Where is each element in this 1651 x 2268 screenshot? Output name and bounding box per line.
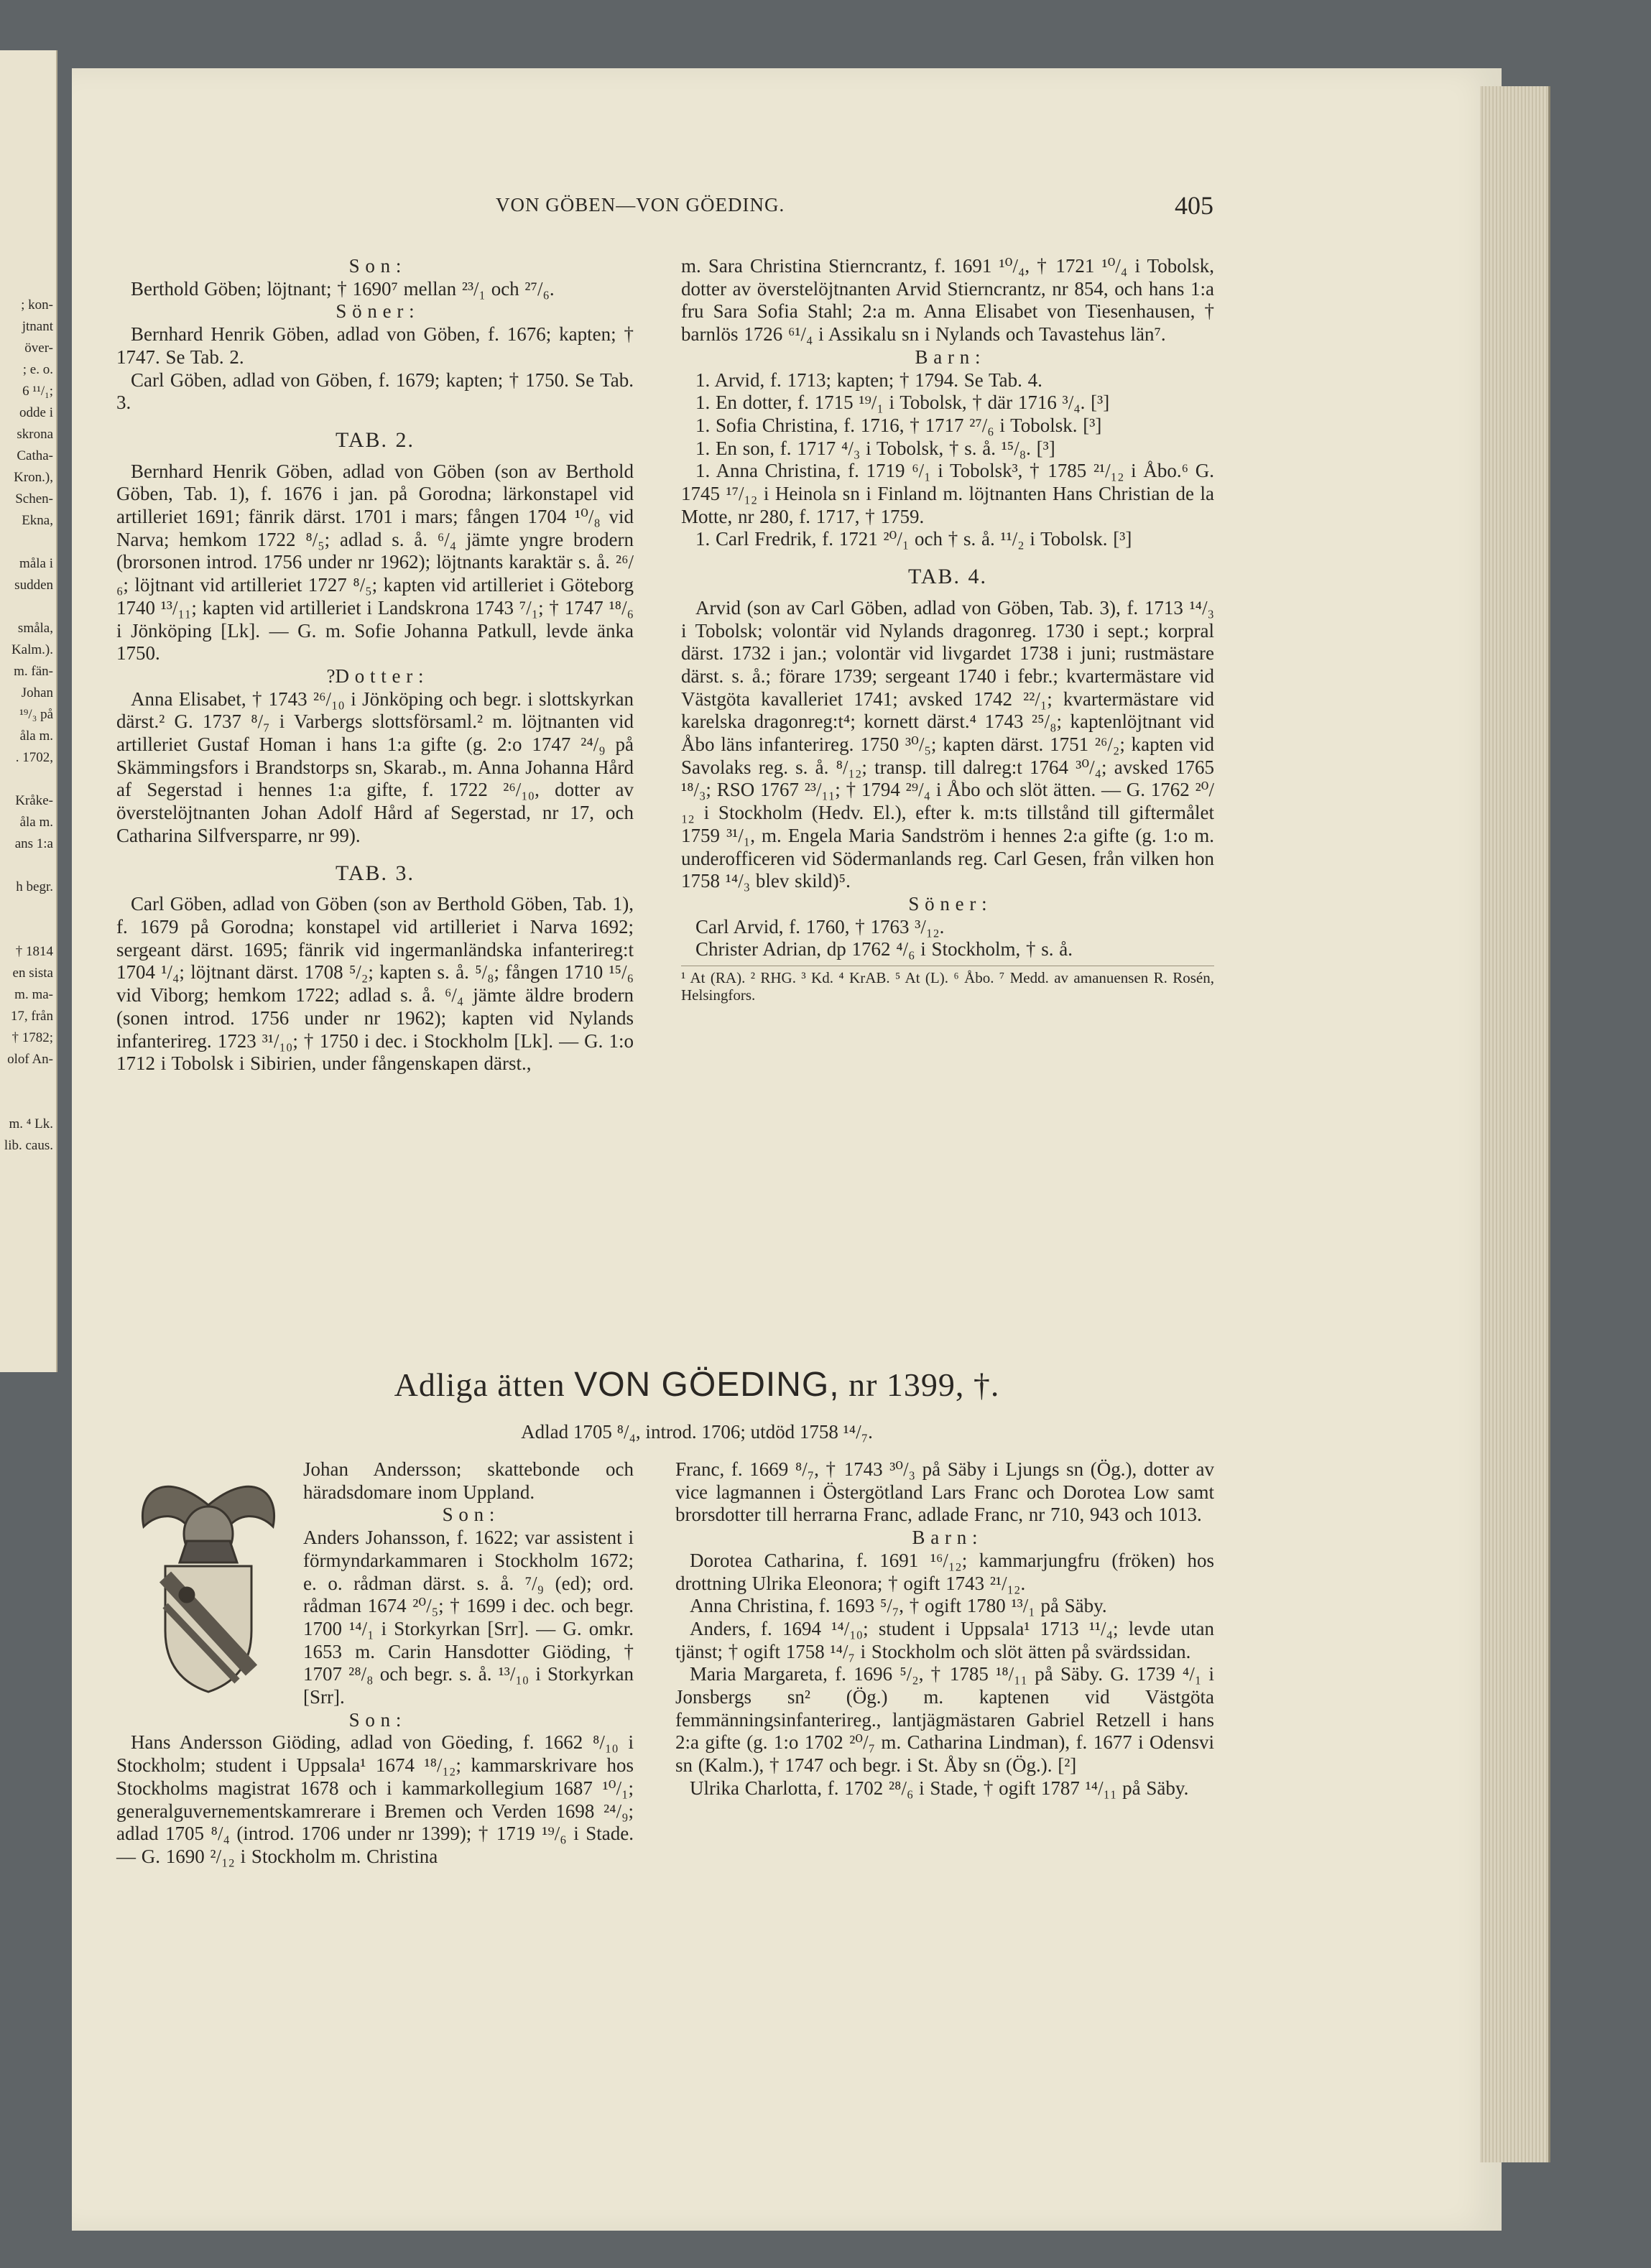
edge-text-line: ans 1:a [14,836,53,851]
footnotes: ¹ At (RA). ² RHG. ³ Kd. ⁴ KrAB. ⁵ At (L). ⁶ Åbo. ⁷ Medd. av amanuensen R. Rosén, Helsingfors. [681,966,1214,1004]
family-subtitle: Adlad 1705 ⁸/₄, introd. 1706; utdöd 1758 ¹⁴/₇. [521,1421,873,1443]
edge-text-line: småla, [17,621,53,636]
edge-text-line: † 1782; [11,1030,53,1045]
page-number: 405 [1175,191,1213,220]
paragraph: Bernhard Henrik Göben, adlad von Göben, f. 1676; kapten; † 1747. Se Tab. 2. [116,323,634,368]
edge-text-line: sudden [14,578,53,593]
paragraph: Berthold Göben; löjtnant; † 1690⁷ mellan ²³/₁ och ²⁷/₆. [131,277,555,300]
list-item: Ulrika Charlotta, f. 1702 ²⁸/₆ i Stade, † ogift 1787 ¹⁴/₁₁ på Säby. [690,1777,1189,1799]
list-item: 1. Anna Christina, f. 1719 ⁶/₁ i Tobolsk³, † 1785 ²¹/₁₂ i Åbo.⁶ G. 1745 ¹⁷/₁₂ i Heinola sn i Finland m. löjtnanten Hans Christian de la Motte, nr 280, f. 1717, † 1759. [681,460,1214,527]
list-item: Carl Arvid, f. 1760, † 1763 ³/₁₂. [695,915,945,938]
column-2 [681,255,1214,1004]
edge-text-line: skrona [17,427,53,442]
list-item: Christer Adrian, dp 1762 ⁴/₆ i Stockholm, † s. å. [695,938,1073,961]
edge-text-line [0,920,56,941]
edge-text-line: måla i [19,556,53,571]
edge-text-line: odde i [19,405,53,420]
edge-text-line [0,1070,56,1092]
paragraph: Bernhard Henrik Göben, adlad von Göben (son av Berthold Göben, Tab. 1), f. 1676 i jan. på Gorodna; lärkonstapel vid artilleriet 1691; fänrik därst. 1701 i mars; fången 1704 ¹⁰/₈ vid Narva; hemkom 1722 ⁸/₅; adlad s. å. ⁶/₄ jämte yngre brodern (brorsonen introd. 1756 under nr 1962); löjtnants karaktär s. å. ²⁶/₆; löjtnant vid artilleriet 1727 ⁸/₅; kapten vid artilleriet i Göteborg 1740 ¹³/₁₁; kapten vid artilleriet i Landskrona 1743 ⁷/₁; † 1747 ¹⁸/₆ i Jönköping [Lk]. — G. m. Sofie Johanna Patkull, levde änka 1750. [116,460,634,665]
edge-text-line [0,596,56,618]
edge-text-line: 6 ¹¹/₁; [22,384,53,399]
column-3 [116,1458,634,1869]
heading-son: S o n : [348,255,402,277]
paragraph: Anna Elisabet, † 1743 ²⁶/₁₀ i Jönköping och begr. i slottskyrkan därst.² G. 1737 ⁸/₇ i Varbergs slottsförsaml.² m. löjtnanten vid artilleriet Gustaf Homan i hans 1:a gifte (g. 2:o 1747 ²⁴/₉ på Skämmingsfors i Brandstorps sn, Skarab., m. Anna Johanna Hård af Segerstad i hennes 1:a gifte, f. 1722 ²⁶/₁₀, dotter av överstelöjtnanten Johan Adolf Hård af Segerstad, nr 17, och Catharina Silfversparre, nr 99). [116,688,634,846]
paragraph: Hans Andersson Giöding, adlad von Göeding, f. 1662 ⁸/₁₀ i Stockholm; student i Uppsala¹ 1674 ¹⁸/₁₂; kammarskrivare hos Stockholms magistrat 1678 och i kammarkollegium 1687 ¹⁰/₁; generalguvernementskamrerare i Bremen och Verden 1698 ²⁴/₉; adlad 1705 ⁸/₄ (introd. 1706 under nr 1399); † 1719 ¹⁹/₆ i Stade. — G. 1690 ²/₁₂ i Stockholm m. Christina [116,1731,634,1867]
paragraph: Arvid (son av Carl Göben, adlad von Göben, Tab. 3), f. 1713 ¹⁴/₃ i Tobolsk; volontär vid Nylands dragonreg. 1730 i sept.; korpral därst. 1732 i jan.; volontär vid livgardet 1738 i juni; rustmästare därst. s. å.; förare 1739; sergeant 1740 i febr.; kvartermästare vid Västgöta kavalleriet 1741; avsked 1742 ²²/₁; kvartermästare vid karelska dragonreg:t⁴; kornett därst.⁴ 1743 ²⁵/₈; kaptenlöjtnant vid Åbo läns infanterireg. 1750 ³⁰/₅; kapten därst. 1751 ²⁶/₂; kapten vid Savolaks reg. s. å. ⁸/₁₂; transp. till dalreg:t 1764 ³⁰/₄; avsked 1765 ¹⁸/₃; RSO 1767 ²³/₁₁; † 1794 ²⁹/₄ i Åbo och slöt ätten. — G. 1762 ²⁰/₁₂ i Stockholm (Hedv. El.), efter k. m:ts tillstånd till giftermålet 1759 ³¹/₁, m. Engela Maria Sandström i hennes 2:a gifte (g. 1:o m. underofficeren vid Södermanlands reg. Carl Gesen, från vilken hon 1758 ¹⁴/₃ blev skild)⁵. [681,596,1214,892]
list-item: Maria Margareta, f. 1696 ⁵/₂, † 1785 ¹⁸/₁₁ på Säby. G. 1739 ⁴/₁ i Jonsbergs sn² (Ög.) m. kaptenen vid Västgöta femmänningsinfanterireg., lantjägmästaren Gabriel Retzell i hans 2:a gifte (g. 1:o 1702 ²⁰/₇ m. Catharina Lindman), f. 1677 i Odensvi sn (Kalm.), † 1747 och begr. i St. Åby sn (Ög.). [²] [675,1663,1214,1777]
family-title-prefix: Adliga ätten [394,1366,565,1403]
list-item: 1. Sofia Christina, f. 1716, † 1717 ²⁷/₆ i Tobolsk. [³] [695,414,1102,436]
edge-text-line: Kron.), [14,470,53,485]
edge-text-line: över- [24,341,53,356]
edge-text-line: ¹⁹/₃ på [19,707,53,722]
family-title-name: VON GÖEDING, [574,1366,840,1404]
edge-text-line: Schen- [15,491,53,506]
list-item: 1. En son, f. 1717 ⁴/₃ i Tobolsk, † s. å. ¹⁵/₈. [³] [695,437,1055,459]
edge-text-line: m. ⁴ Lk. [9,1116,53,1131]
page-header [72,191,1221,230]
edge-text-line: m. ma- [14,987,53,1002]
edge-text-line [0,532,56,553]
edge-text-line: Kråke- [15,793,53,808]
heading-soner: S ö n e r : [908,892,987,915]
table-heading: TAB. 2. [335,427,415,452]
heading-barn: B a r n : [915,346,981,368]
edge-text-line: † 1814 [15,944,53,959]
table-heading: TAB. 3. [335,861,415,885]
edge-text-line: Catha- [17,448,53,463]
paragraph: Carl Göben, adlad von Göben, f. 1679; kapten; † 1750. Se Tab. 3. [116,369,634,414]
edge-text-line: h begr. [16,879,53,894]
previous-page-edge [0,50,57,1372]
family-title-suffix: nr 1399, †. [848,1366,1000,1403]
edge-text-line: åla m. [19,728,53,744]
edge-text-line: 17, från [10,1009,53,1024]
list-item: Anders, f. 1694 ¹⁴/₁₀; student i Uppsala¹ 1713 ¹¹/₄; levde utan tjänst; † ogift 1758 ¹⁴/₇ i Stockholm och slöt ätten på svärdssidan. [675,1617,1214,1662]
edge-text-line: ; kon- [21,297,53,313]
column-4 [675,1458,1214,1800]
heading-son: S o n : [348,1708,402,1731]
heading-son: S o n : [442,1504,495,1526]
edge-text-line: ; e. o. [22,362,53,377]
family-title [72,1365,1322,1404]
edge-text-line: Ekna, [22,513,53,528]
heading-dotter: ?D o t t e r : [326,665,424,687]
list-item: Anna Christina, f. 1693 ⁵/₇, † ogift 1780 ¹³/₁ på Säby. [690,1595,1107,1617]
paragraph: Anders Johansson, f. 1622; var assistent i förmyndarkammaren i Stockholm 1672; e. o. rådman därst. s. å. ⁷/₉ (ed); ord. rådman 1674 ²⁰/₅; † 1699 i dec. och begr. 1700 ¹⁴/₁ i Storkyrkan [Srr]. — G. omkr. 1653 m. Carin Hansdotter Giöding, † 1707 ²⁸/₈ och begr. s. å. ¹³/₁₀ i Storkyrkan [Srr]. [303,1527,634,1708]
paragraph: Johan Andersson; skattebonde och häradsdomare inom Uppland. [303,1458,634,1503]
edge-text-line: m. fän- [14,664,53,679]
edge-text-line: åla m. [19,815,53,830]
list-item: 1. Carl Fredrik, f. 1721 ²⁰/₁ och † s. å. ¹¹/₂ i Tobolsk. [³] [695,528,1132,550]
edge-text-line: en sista [12,966,53,981]
heading-barn: B a r n : [912,1527,978,1549]
paragraph: Franc, f. 1669 ⁸/₇, † 1743 ³⁰/₃ på Säby i Ljungs sn (Ög.), dotter av vice lagmannen i Östergötland Lars Franc och Dorotea Low samt brorsdotter till herrarna Franc, adlade Franc, nr 710, 943 och 1013. [675,1458,1214,1526]
list-item: 1. Arvid, f. 1713; kapten; † 1794. Se Tab. 4. [695,369,1042,391]
edge-text-line [0,855,56,876]
edge-text-line [0,898,56,920]
heading-soner: S ö n e r : [336,300,415,323]
list-item: 1. En dotter, f. 1715 ¹⁹/₁ i Tobolsk, † där 1716 ³/₄. [³] [695,392,1110,414]
edge-text-line: . 1702, [15,750,53,765]
edge-text-line: Kalm.). [11,642,53,657]
edge-text-line: lib. caus. [4,1138,53,1153]
edge-text-line: Johan [21,685,53,700]
column-1 [116,255,634,1075]
list-item: Dorotea Catharina, f. 1691 ¹⁶/₁₂; kammarjungfru (fröken) hos drottning Ulrika Eleonora; † ogift 1743 ²¹/₁₂. [675,1549,1214,1594]
paragraph: Carl Göben, adlad von Göben (son av Berthold Göben, Tab. 1), f. 1679 på Gorodna; konstapel vid artilleriet i Narva 1692; sergeant därst. 1695; fänrik vid ingermanländska infanterireg:t 1704 ¹/₄; löjtnant därst. 1708 ⁵/₂; kapten s. å. ⁵/₈; fången 1710 ¹⁵/₆ vid Viborg; hemkom 1722; adlad s. å. ⁶/₄ jämte äldre brodern (sonen introd. 1756 under nr 1962); kapten vid Nylands infanterireg. 1723 ³¹/₁₀; † 1750 i dec. i Stockholm [Lk]. — G. 1:o 1712 i Tobolsk i Sibirien, under fångenskapen därst., [116,893,634,1075]
running-head: VON GÖBEN—VON GÖEDING. [496,194,785,216]
page-edges [1480,86,1550,2162]
paragraph: m. Sara Christina Stierncrantz, f. 1691 ¹⁰/₄, † 1721 ¹⁰/₄ i Tobolsk, dotter av överstelöjtnanten Arvid Stierncrantz, nr 854, och hans 1:a fru Sara Sofia Stahl; 2:a m. Anna Elisabet von Tiesenhausen, † barnlös 1726 ⁶¹/₄ i Assikalu sn i Nylands och Tavastehus län⁷. [681,255,1214,346]
table-heading: TAB. 4. [907,565,988,589]
edge-text-line: olof An- [7,1052,53,1067]
edge-text-line: jtnant [22,319,53,334]
edge-text-line [0,769,56,790]
edge-text-line [0,1092,56,1114]
